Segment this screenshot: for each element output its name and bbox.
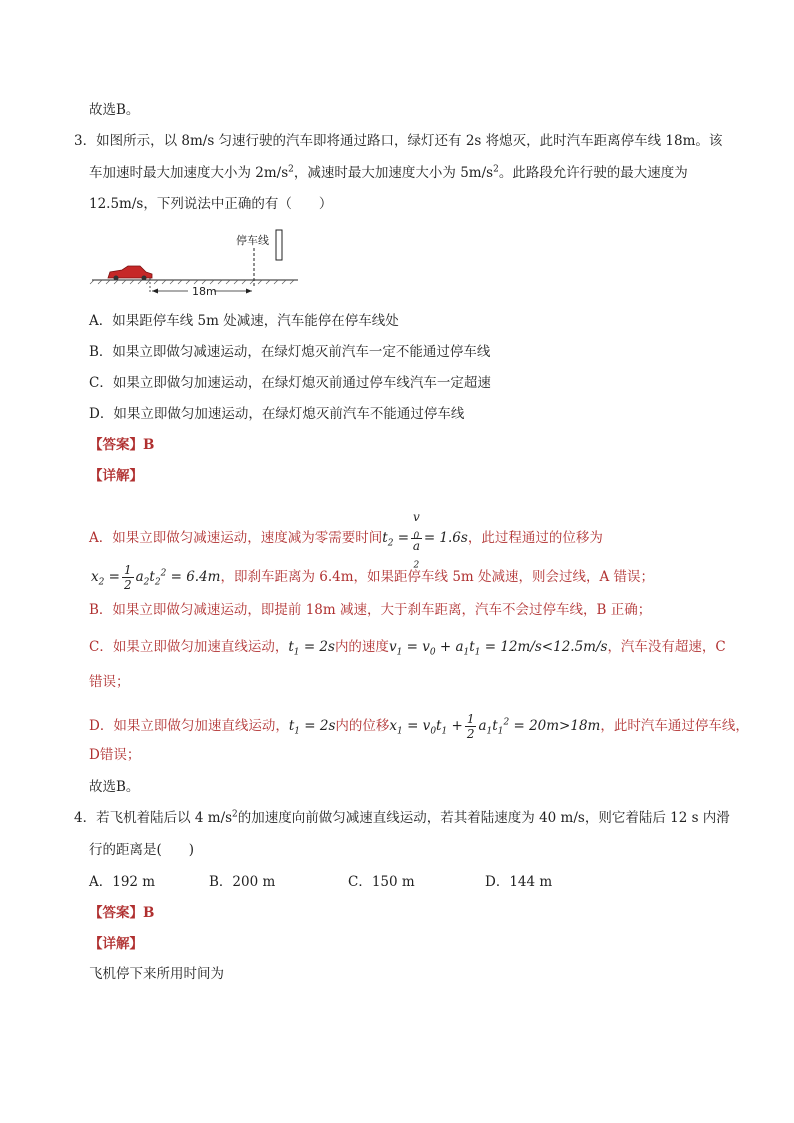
q3-exp-c-line2: 错误；: [89, 674, 130, 690]
car-icon: [108, 266, 152, 281]
q3-figure: [88, 228, 308, 300]
q3-option-b: B．如果立即做匀减速运动，在绿灯熄灭前汽车一定不能通过停车线: [89, 344, 491, 360]
denominator: 2: [123, 578, 132, 592]
formula-part: + a: [435, 639, 464, 655]
superscript: 2: [493, 164, 499, 175]
subscript: 2: [143, 577, 150, 588]
subscript: 2: [413, 560, 420, 571]
q3-exp-d-line1: D．如果立即做匀加速直线运动，$t_1 = 2s$内的位移$x_1 = v_0t_1$ + $\frac{1}{2}$ $a_1t_1^2 = 20m>18m$，此时汽车通过停车线，: [89, 712, 749, 741]
q3-option-a: A．如果距停车线 5m 处减速，汽车能停在停车线处: [89, 313, 399, 329]
numerator: 1: [466, 712, 475, 726]
denominator: 2: [466, 727, 475, 741]
q3-exp-c-mid: 内的速度: [334, 639, 389, 655]
distance-label: 18m: [192, 285, 217, 298]
subscript: 2: [154, 577, 161, 588]
q3-exp-c-text: C．如果立即做匀加速直线运动，: [89, 639, 289, 655]
result: = 1.6s: [423, 530, 468, 546]
fraction-half: [465, 712, 477, 741]
q4-option-d: D．144 m: [485, 874, 553, 890]
var-x: x: [91, 569, 99, 585]
superscript: 2: [160, 568, 167, 579]
q4-option-c: C．150 m: [348, 874, 415, 890]
fraction-v0-a2: [411, 510, 422, 571]
q4-stem-text1a: 若飞机着陆后以 4 m/s: [96, 810, 233, 826]
q3-option-c: C．如果立即做匀加速运动，在绿灯熄灭前通过停车线汽车一定超速: [89, 375, 491, 391]
q3-exp-a-line2: [91, 563, 654, 592]
q3-stem-text2a: 车加速时最大加速度大小为 2m/s: [89, 165, 289, 181]
q3-number: 3．: [74, 133, 97, 149]
var-t: t: [149, 569, 155, 585]
traffic-light-icon: [276, 230, 282, 260]
subscript: 0: [413, 531, 420, 542]
q3-answer: 【答案】B: [89, 437, 155, 453]
superscript: 2: [503, 717, 510, 728]
result: = 6.4m: [170, 569, 221, 585]
q3-exp-d-text2: ，此时汽车通过停车线，: [600, 718, 749, 734]
formula-part: = v: [406, 639, 430, 655]
var-v: v: [388, 639, 397, 655]
var-v: v: [413, 510, 420, 524]
q4-number: 4．: [74, 810, 97, 826]
var-t: t: [288, 718, 295, 734]
time-value: = 2s: [303, 639, 335, 655]
q3-exp-b: B．如果立即做匀减速运动，即提前 18m 减速，大于刹车距离，汽车不会过停车线，B 正确；: [89, 602, 652, 618]
q3-stem-line2: [89, 163, 688, 183]
q3-stem-text2c: 。此路段允许行驶的最大速度为: [498, 165, 688, 181]
var-t: t: [469, 639, 475, 655]
superscript: 2: [232, 809, 238, 820]
q3-exp-a-line2-text: ，即刹车距离为 6.4m，如果距停车线 5m 处减速，则会过线，A 错误；: [220, 569, 655, 585]
fraction-half: [122, 563, 134, 592]
subscript: 2: [98, 577, 105, 588]
q4-exp-line1: 飞机停下来所用时间为: [89, 966, 224, 982]
q3-stem-line1: [74, 131, 722, 151]
q3-exp-d-text: D．如果立即做匀加速直线运动，: [89, 718, 289, 734]
q3-exp-a-text: A．如果立即做匀减速运动，速度减为零需要时间: [89, 530, 383, 546]
var-a: a: [412, 539, 420, 553]
q3-exp-a-line1: [89, 510, 603, 571]
q3-stem-text1: 如图所示，以 8m/s 匀速行驶的汽车即将通过路口，绿灯还有 2s 将熄灭，此时汽车距离停车线 18m。该: [96, 133, 723, 149]
q3-exp-c-text2: ，汽车没有超速，C: [607, 639, 726, 655]
q3-option-d: D．如果立即做匀加速运动，在绿灯熄灭前汽车不能通过停车线: [89, 406, 465, 422]
ground-hatch: [90, 280, 294, 284]
numerator: 1: [123, 563, 132, 577]
q4-stem-line2: 行的距离是( ): [89, 842, 195, 858]
q3-stem-text2b: ，减速时最大加速度大小为 5m/s: [293, 165, 494, 181]
equals: =: [407, 718, 419, 734]
var-t: t: [288, 639, 294, 655]
q3-exp-c-line1: C．如果立即做匀加速直线运动，$t_1 = 2s$内的速度$v_1 = v_0 + a_1t_1 = 12m/s<12.5m/s$，汽车没有超速，C: [89, 639, 726, 658]
subscript: 2: [387, 538, 394, 549]
result: = 12m/s<12.5m/s: [480, 639, 608, 655]
q4-options: [89, 872, 649, 892]
superscript: 2: [288, 164, 294, 175]
q4-stem-text1b: 的加速度向前做匀减速直线运动，若其着陆速度为 40 m/s，则它着陆后 12 s 内滑: [237, 810, 730, 826]
q2-conclusion: 故选B。: [89, 102, 140, 118]
equals: =: [397, 530, 410, 546]
q3-stem-line3: 12.5m/s，下列说法中正确的有（ ）: [89, 196, 333, 212]
q3-conclusion: 故选B。: [89, 779, 140, 795]
q4-detail-label: 【详解】: [89, 936, 143, 952]
q3-exp-a-text2: ，此过程通过的位移为: [467, 530, 603, 546]
q4-option-b: B．200 m: [209, 874, 276, 890]
stop-line-label: 停车线: [236, 234, 269, 247]
var-t: t: [382, 530, 388, 546]
q3-detail-label: 【详解】: [89, 468, 143, 484]
q4-option-a: A．192 m: [89, 874, 156, 890]
q4-stem-line1: [74, 808, 730, 828]
result: = 20m>18m: [513, 718, 601, 734]
equals: =: [108, 569, 120, 585]
time-value: = 2s: [304, 718, 336, 734]
q3-exp-d-mid: 内的位移: [335, 718, 390, 734]
q3-exp-d-line2: D错误；: [89, 747, 141, 763]
q4-answer: 【答案】B: [89, 905, 155, 921]
var-x: x: [389, 718, 398, 734]
var-a: a: [135, 569, 144, 585]
